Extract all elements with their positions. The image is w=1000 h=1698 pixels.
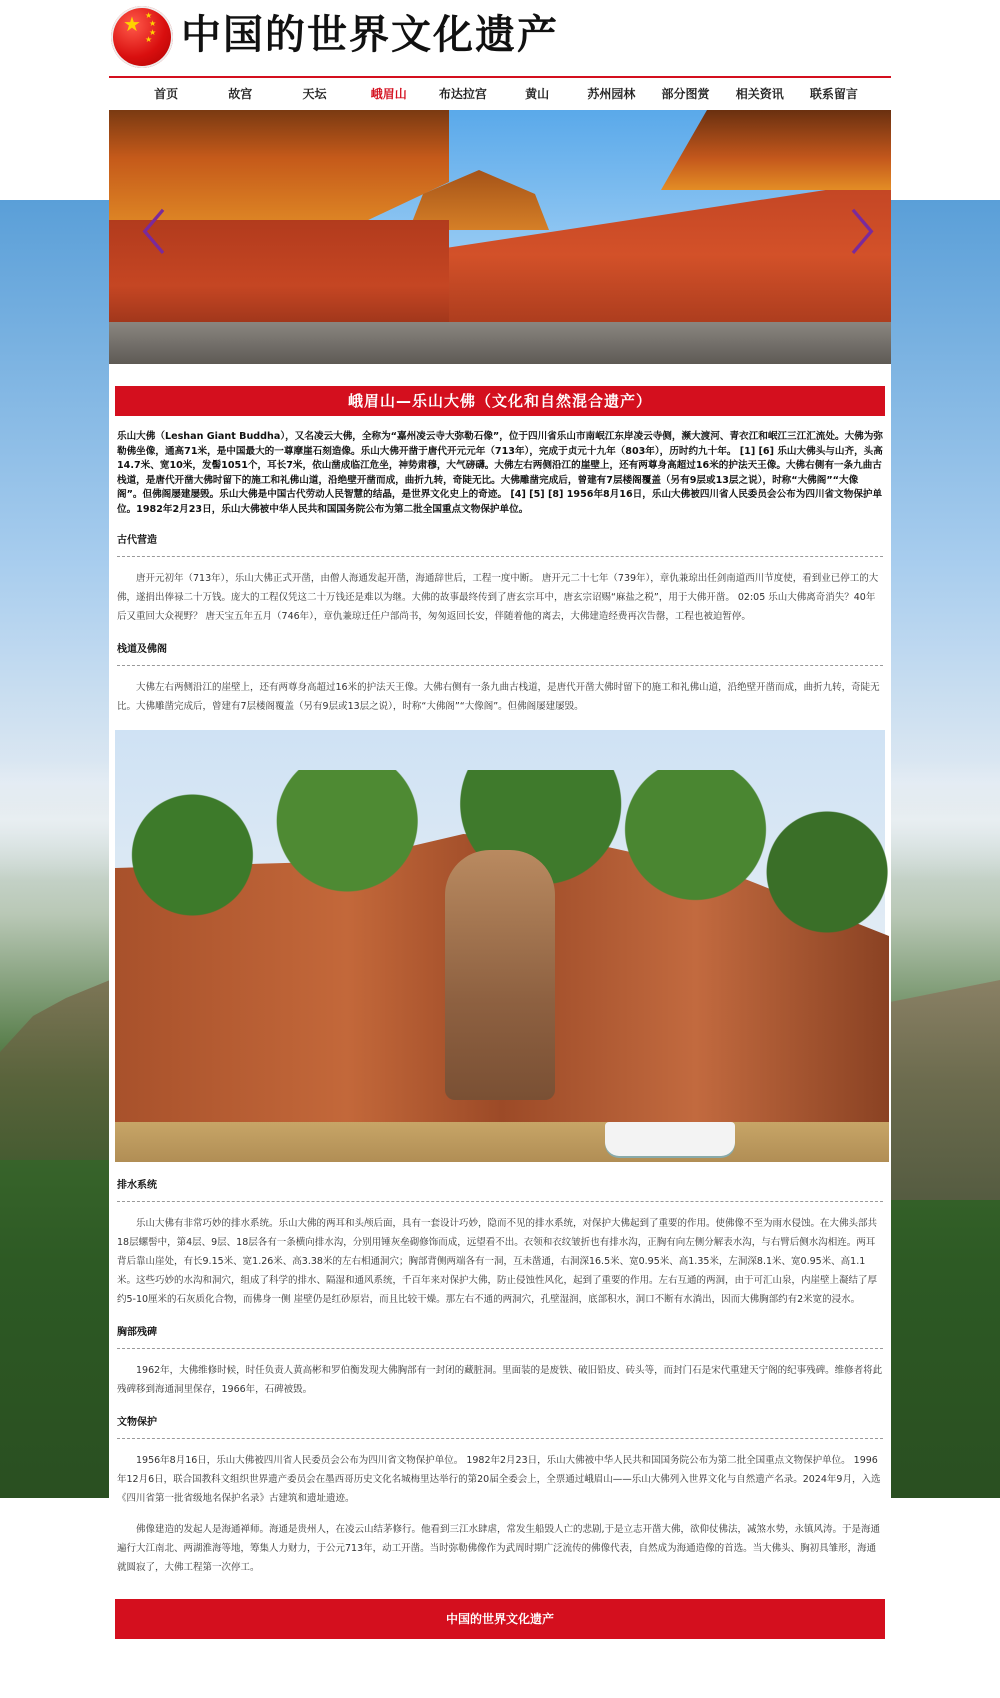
nav-item-news[interactable]: 相关资讯 [735,87,784,101]
nav-item-gallery[interactable]: 部分图赏 [661,87,710,101]
section-paragraph: 乐山大佛有非常巧妙的排水系统。乐山大佛的两耳和头颅后面，具有一套设计巧妙，隐而不见的排水系统，对保护大佛起到了重要的作用。使佛像不至为雨水侵蚀。在大佛头部共18层螺髻中，第4层、9层、18层各有一条横向排水沟，分别用锤灰垒砌修饰而成，远望看不出。衣领和衣纹皱折也有排水沟，正胸有向左侧分解表水沟，与右臂后侧水沟相连。两耳背后靠山崖处，有长9.15米、宽1.26米、高3.38米的左右相通洞穴；胸部背侧两端各有一洞，互未凿通，右洞深16.5米、宽0.95米、高1.35米，左洞深8.1米、宽0.95米、高1.1米。这些巧妙的水沟和洞穴，组成了科学的排水、隔湿和通风系统，千百年来对保护大佛，防止侵蚀性风化，起到了重要的作用。左右互通的两洞，由于可汇山泉，内崖壁上凝结了厚约5-10厘米的石灰质化合物，而佛身一侧 崖壁仍是红砂原岩，而且比较干燥。那左右不通的两洞穴，孔壁湿润，底部积水，洞口不断有水淌出，因而大佛胸部约有2米宽的浸水。 [117,1218,878,1305]
photo-river [115,1122,889,1162]
nav-item-contact[interactable]: 联系留言 [809,87,858,101]
site-title: 中国的世界文化遗产 [181,12,559,58]
site-header [109,0,891,76]
section-heading: 栈道及佛阁 [117,640,883,666]
section-paragraph: 佛像建造的发起人是海通禅师。海通是贵州人，在凌云山结茅修行。他看到三江水肆虐，常发生船毁人亡的悲剧,于是立志开凿大佛，欲仰仗佛法，减煞水势，永镇风涛。于是海通遍行大江南北、两湖淮海等地，筹集人力财力，于公元713年，动工开凿。当时弥勒佛像作为武周时期广泛流传的佛像代表，自然成为海通造像的首选。当大佛头、胸初具雏形，海通就圆寂了，大佛工程第一次停工。 [117,1524,881,1573]
nav-item-emei[interactable]: 峨眉山 [370,87,407,101]
section-paragraph: 唐开元初年（713年），乐山大佛正式开凿，由僧人海通发起开凿，海通辞世后，工程一度中断。 唐开元二十七年（739年），章仇兼琼出任剑南道西川节度使，看到业已停工的大佛，遂捐出俸禄二十万钱。庞大的工程仅凭这二十万钱还是难以为继。大佛的故事最终传到了唐玄宗耳中，唐玄宗诏赐“麻盐之税”，用于大佛开凿。 02:05 乐山大佛离奇消失？40年后又重回大众视野？ 唐天宝五年五月（746年），章仇兼琼迁任户部尚书，匆匆返回长安，伴随着他的离去，大佛建造经费再次告罄，工程也被迫暂停。 [117,573,879,622]
section-paragraph: 1956年8月16日，乐山大佛被四川省人民委员会公布为四川省文物保护单位。 1982年2月23日，乐山大佛被中华人民共和国国务院公布为第二批全国重点文物保护单位。 1996年12月6日，联合国教科文组织世界遗产委员会在墨西哥历史文化名城梅里达举行的第20届全委会上，全票通过峨眉山——乐山大佛列入世界文化与自然遗产名录。2024年9月，入选《四川省第一批省级地名保护名录》古建筑和遗址遗迹。 [117,1455,881,1504]
great-wall-right-image [890,980,1000,1200]
section-heading: 胸部残碑 [117,1323,883,1349]
photo-boat [605,1122,735,1156]
page-title: 峨眉山—乐山大佛（文化和自然混合遗产） [115,386,885,416]
nav-item-huangshan[interactable]: 黄山 [525,87,550,101]
china-flag-logo [111,6,173,68]
page-container [109,0,897,1639]
flag-star-icon: ★ [145,11,153,20]
section-heading: 排水系统 [117,1176,883,1202]
next-arrow-icon[interactable]: 〉 [851,206,897,260]
nav-item-home[interactable]: 首页 [154,87,179,101]
section-paragraph: 1962年，大佛维修时候，时任负责人黄高彬和罗伯衡发现大佛胸部有一封闭的藏脏洞。里面装的是废铁、破旧铅皮、砖头等，而封门石是宋代重建天宁阁的纪事残碑。维修者将此残碑移到海通洞里保存，1966年，石碑被毁。 [117,1365,883,1395]
banner-ground [109,322,891,364]
great-wall-left-image [0,980,110,1160]
site-footer: 中国的世界文化遗产 [115,1599,885,1639]
prev-arrow-icon[interactable]: 〈 [119,206,165,260]
main-nav [109,76,891,110]
nav-item-temple-of-heaven[interactable]: 天坛 [302,87,327,101]
banner-slideshow [109,110,897,364]
nav-item-suzhou-gardens[interactable]: 苏州园林 [587,87,636,101]
intro-paragraph: 乐山大佛（Leshan Giant Buddha），又名凌云大佛，全称为“嘉州凌云寺大弥勒石像”，位于四川省乐山市南岷江东岸凌云寺侧，濒大渡河、青衣江和岷江三江汇流处。大佛为弥勒佛坐像，通高71米，是中国最大的一尊摩崖石刻造像。乐山大佛开凿于唐代开元元年（713年），完成于贞元十九年（803年），历时约九十年。 [1] [6] 乐山大佛头与山齐，头高14.7米、宽10米，发髻1051个，耳长7米，依山凿成临江危坐，神势肃穆，大气磅礴。大佛左右两侧沿江的崖壁上，还有两尊身高超过16米的护法天王像。大佛右侧有一条九曲古栈道，是唐代开凿大佛时留下的施工和礼佛山道，沿绝壁开凿而成，曲折九转，奇陡无比。大佛雕凿完成后，曾建有7层楼阁覆盖（另有9层或13层之说），时称“大佛阁”“大像阁”。但佛阁屡建屡毁。乐山大佛是中国古代劳动人民智慧的结晶，是世界文化史上的奇迹。 [4] [5] [8] 1956年8月16日，乐山大佛被四川省人民委员会公布为四川省文物保护单位。1982年2月23日，乐山大佛被中华人民共和国国务院公布为第二批全国重点文物保护单位。 [117,431,883,515]
flag-star-icon: ★ [123,12,141,36]
main-content [109,364,891,1639]
flag-star-icon: ★ [149,19,157,28]
flag-star-icon: ★ [145,35,153,44]
flag-star-icon: ★ [149,28,157,37]
section-paragraph: 大佛左右两侧沿江的崖壁上，还有两尊身高超过16米的护法天王像。大佛右侧有一条九曲古栈道，是唐代开凿大佛时留下的施工和礼佛山道，沿绝壁开凿而成，曲折九转，奇陡无比。大佛雕凿完成后，曾建有7层楼阁覆盖（另有9层或13层之说），时称“大佛阁”“大像阁”。但佛阁屡建屡毁。 [117,682,880,712]
leshan-buddha-photo [115,730,885,1162]
section-heading: 古代营造 [117,531,883,557]
nav-item-forbidden-city[interactable]: 故宫 [228,87,253,101]
photo-buddha-statue [445,850,555,1100]
section-heading: 文物保护 [117,1413,883,1439]
nav-item-potala[interactable]: 布达拉宫 [438,87,487,101]
